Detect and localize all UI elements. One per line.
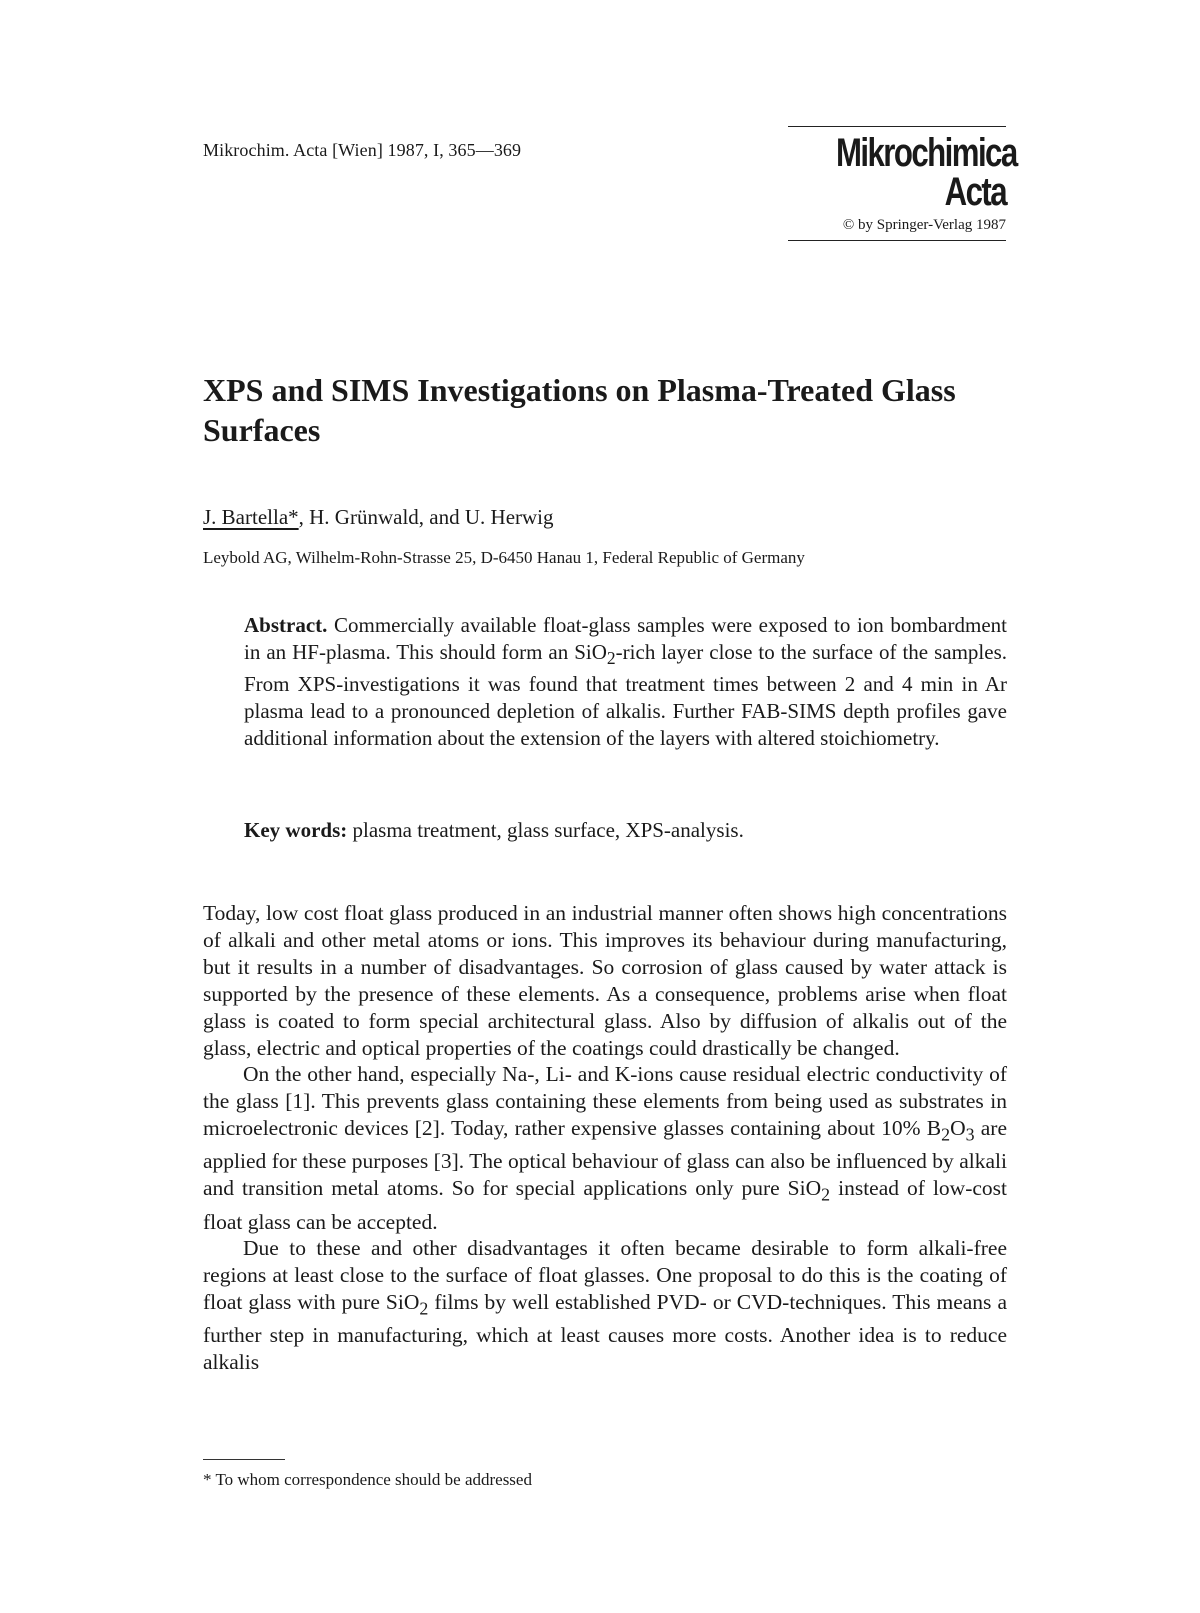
abstract-text-part2: -rich layer close to the surface of the samples. From XPS-investigations it was found that treatment times between 2 and 4 min in Ar plasma lead to a pronounced depletion of alkalis. Further FAB-SIMS depth profiles gave additional information about the extension of the layers with altered stoichiometry. [244,639,1007,750]
article-body [203,900,1007,1376]
paragraph-text: are applied for these purposes [3]. The optical behaviour of glass can also be influenced by alkali and transition metal atoms. So for special applications only pure SiO [203,1116,1007,1201]
author-list [203,505,554,530]
article-title: XPS and SIMS Investigations on Plasma-Treated Glass Surfaces [203,372,956,448]
body-paragraph-2 [203,1061,1007,1235]
subscript: 3 [965,1124,975,1145]
paragraph-text: films by well established PVD- or CVD-techniques. This means a further step in manufacturing, which at least causes more costs. Another idea is to reduce alkalis [203,1290,1007,1375]
body-paragraph-1: Today, low cost float glass produced in an industrial manner often shows high concentrations of alkali and other metal atoms or ions. This improves its behaviour during manufacturing, but it results in a number of disadvantages. So corrosion of glass caused by water attack is supported by the presence of these elements. As a consequence, problems arise when float glass is coated to form special architectural glass. Also by diffusion of alkalis out of the glass, electric and optical properties of the coatings could drastically be changed. [203,901,1007,1060]
paragraph-text: instead of low-cost float glass can be accepted. [203,1176,1007,1234]
masthead-top-rule [788,126,1006,127]
journal-name-line1: Mikrochimica [835,131,1017,175]
paragraph-text: O [950,1116,966,1141]
paragraph-text: On the other hand, especially Na-, Li- and K-ions cause residual electric conductivity of the glass [1]. This prevents glass containing these elements from being used as substrates in microelectronic devices [2]. Today, rather expensive glasses containing about 10% B [203,1062,1007,1141]
co-authors: , H. Grünwald, and U. Herwig [298,505,554,529]
author-affiliation: Leybold AG, Wilhelm-Rohn-Strasse 25, D-6450 Hanau 1, Federal Republic of Germany [203,548,805,567]
corresponding-author: J. Bartella* [203,505,299,529]
footnote-rule [203,1459,285,1460]
journal-citation: Mikrochim. Acta [Wien] 1987, I, 365—369 [203,140,522,160]
journal-name-line2: Acta [944,170,1006,214]
keywords [244,818,1007,843]
keywords-text: plasma treatment, glass surface, XPS-analysis. [347,818,744,842]
abstract-label: Abstract. [244,613,328,637]
subscript: 2 [821,1184,831,1205]
abstract-text-part1: Commercially available float-glass samples were exposed to ion bombardment in an HF-plasma. This should form an SiO [244,613,1007,664]
subscript: 2 [606,647,616,668]
abstract [244,612,1007,751]
keywords-label: Key words: [244,818,348,842]
subscript: 2 [941,1124,951,1145]
subscript: 2 [419,1298,429,1319]
journal-masthead [788,126,1017,241]
body-paragraph-3 [203,1235,1007,1376]
paragraph-text: Due to these and other disadvantages it often became desirable to form alkali-free regions at least close to the surface of float glasses. One proposal to do this is the coating of float glass with pure SiO [203,1236,1007,1315]
footnote: * To whom correspondence should be addressed [203,1470,532,1489]
masthead-bottom-rule [788,240,1006,241]
copyright-notice: © by Springer-Verlag 1987 [842,217,1006,233]
